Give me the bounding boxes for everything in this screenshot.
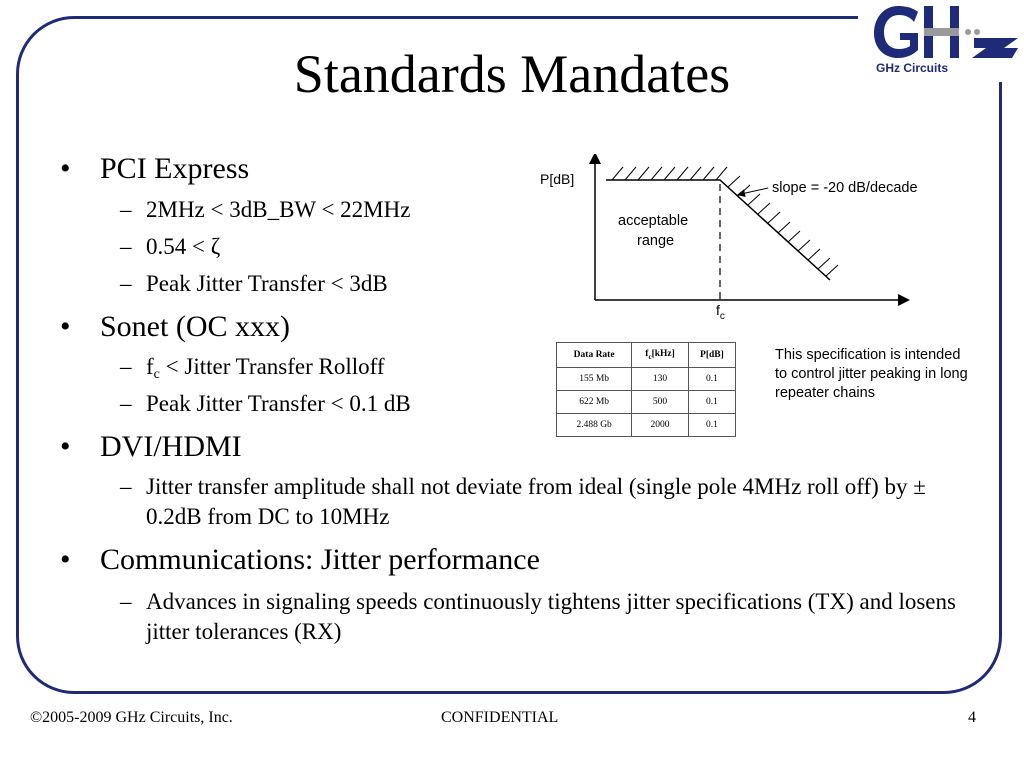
header-p: P[dB]	[688, 343, 735, 368]
svg-text:GHz Circuits: GHz Circuits	[876, 61, 949, 75]
table-row: 622 Mb 500 0.1	[557, 391, 736, 414]
bullet-dot: •	[60, 310, 71, 343]
bullet-pci-express	[60, 152, 250, 186]
table-row: 155 Mb 130 0.1	[557, 368, 736, 391]
spec-note: This specification is intended to control jitter peaking in long repeater chains	[775, 347, 968, 401]
footer-confidential: CONFIDENTIAL	[441, 709, 559, 726]
slide-title: Standards Mandates	[293, 44, 731, 104]
bullet-label: Communications: Jitter performance	[100, 543, 540, 576]
bullet-dot: •	[60, 543, 71, 576]
table-header-row	[557, 343, 736, 368]
footer-copyright: ©2005-2009 GHz Circuits, Inc.	[30, 709, 233, 726]
bullet-label: Sonet (OC xxx)	[100, 310, 290, 343]
sub-bullet-sonet-peak: – Peak Jitter Transfer < 0.1 dB	[120, 391, 411, 416]
slope-label: slope = -20 dB/decade	[772, 180, 918, 196]
region-label-line1: acceptable	[618, 213, 689, 229]
bullet-label: DVI/HDMI	[100, 430, 242, 463]
x-axis-label: $f_c$	[716, 302, 725, 322]
spec-table	[556, 342, 736, 437]
sub-bullet-sonet-fc: – $f_c$ < Jitter Transfer Rolloff	[120, 354, 385, 382]
mask-hatch-flat	[612, 167, 727, 180]
sub-bullet-pci-peak: – Peak Jitter Transfer < 3dB	[120, 271, 388, 296]
bullet-dot: •	[60, 430, 71, 463]
bullet-dvi-hdmi	[60, 430, 242, 464]
sub-bullet-comm-advances: – Advances in signaling speeds continuously tightens jitter specifications (TX) and losens jitter tolerances (RX)	[120, 589, 956, 644]
header-data-rate: Data Rate	[557, 343, 632, 368]
header-fc: $f_c[kHz]$	[632, 343, 689, 368]
jitter-transfer-mask-graph	[536, 154, 956, 326]
bullet-communications	[60, 543, 540, 577]
footer-page-number: 4	[968, 709, 976, 726]
sub-bullet-dvi-jitter: – Jitter transfer amplitude shall not deviate from ideal (single pole 4MHz roll off) by ± 0.2dB from DC to 10MHz	[120, 474, 926, 529]
bullet-dot: •	[60, 152, 71, 185]
region-label-line2: range	[637, 233, 675, 249]
sub-bullet-pci-bw: – 2MHz < 3dB_BW < 22MHz	[120, 197, 411, 222]
bullet-label: PCI Express	[100, 152, 250, 185]
sub-bullet-pci-zeta: – 0.54 < ζ	[120, 234, 221, 259]
table-row: 2.488 Gb 2000 0.1	[557, 414, 736, 437]
bullet-sonet	[60, 310, 290, 344]
y-axis-label: P[dB]	[540, 171, 575, 187]
